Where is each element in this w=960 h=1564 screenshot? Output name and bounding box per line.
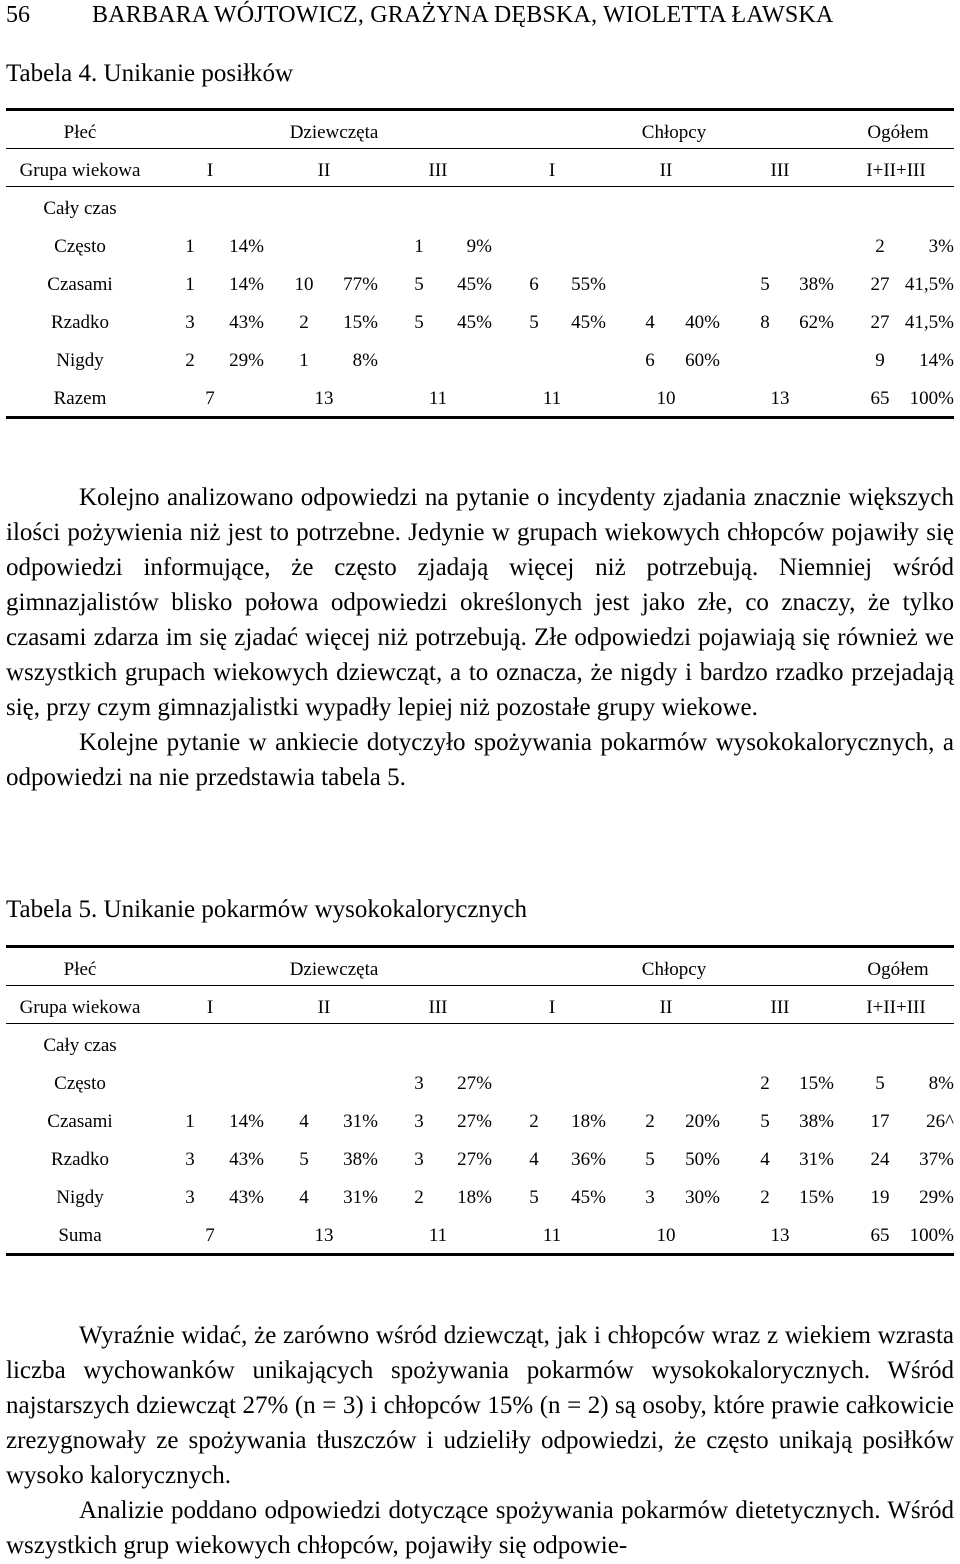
count-cell: 2 bbox=[760, 1187, 770, 1208]
total-row-label: Razem bbox=[53, 388, 107, 409]
total-count-cell: 13 bbox=[770, 1225, 790, 1246]
age-group-header: I+II+III bbox=[866, 160, 926, 181]
percent-cell: 20% bbox=[685, 1111, 720, 1132]
count-cell: 3 bbox=[185, 312, 195, 333]
percent-cell: 18% bbox=[571, 1111, 606, 1132]
total-pct-cell: 100% bbox=[909, 1225, 954, 1246]
sex-header-boys: Chłopcy bbox=[641, 959, 707, 980]
table5 bbox=[6, 947, 954, 1259]
count-cell: 2 bbox=[414, 1187, 424, 1208]
percent-cell: 3% bbox=[928, 236, 954, 257]
count-cell: 3 bbox=[185, 1149, 195, 1170]
row-label: Cały czas bbox=[43, 198, 117, 219]
paragraph: Kolejne pytanie w ankiecie dotyczyło spożywania pokarmów wysokokalorycznych, a odpowiedzi na nie przedstawia tabela 5. bbox=[6, 729, 954, 791]
age-group-header: II bbox=[317, 997, 331, 1018]
row-label: Nigdy bbox=[56, 1187, 104, 1208]
age-group-header: I bbox=[206, 160, 214, 181]
percent-cell: 14% bbox=[229, 274, 264, 295]
percent-cell: 45% bbox=[571, 1187, 606, 1208]
row-label: Rzadko bbox=[50, 1149, 110, 1170]
age-group-header: III bbox=[770, 160, 790, 181]
count-cell: 5 bbox=[414, 312, 424, 333]
table4 bbox=[6, 110, 954, 422]
percent-cell: 14% bbox=[229, 1111, 264, 1132]
page-number: 56 bbox=[6, 2, 30, 28]
percent-cell: 50% bbox=[685, 1149, 720, 1170]
age-row-label: Grupa wiekowa bbox=[19, 997, 141, 1018]
age-row-label: Grupa wiekowa bbox=[19, 160, 141, 181]
percent-cell: 29% bbox=[229, 350, 264, 371]
table-rule bbox=[6, 945, 954, 948]
count-cell: 4 bbox=[760, 1149, 770, 1170]
percent-cell: 8% bbox=[352, 350, 378, 371]
running-header bbox=[6, 2, 956, 32]
total-count-cell: 13 bbox=[314, 388, 334, 409]
total-n-cell: 65 bbox=[870, 1225, 890, 1246]
count-cell: 10 bbox=[294, 274, 314, 295]
age-group-header: III bbox=[770, 997, 790, 1018]
count-cell: 2 bbox=[760, 1073, 770, 1094]
count-cell: 5 bbox=[299, 1149, 309, 1170]
running-head-authors: BARBARA WÓJTOWICZ, GRAŻYNA DĘBSKA, WIOLETTA ŁAWSKA bbox=[92, 2, 834, 28]
count-cell: 3 bbox=[185, 1187, 195, 1208]
percent-cell: 38% bbox=[799, 1111, 834, 1132]
sex-header-girls: Dziewczęta bbox=[289, 959, 379, 980]
body-text-2 bbox=[6, 1318, 954, 1563]
percent-cell: 60% bbox=[685, 350, 720, 371]
count-cell: 9 bbox=[875, 350, 885, 371]
total-count-cell: 10 bbox=[656, 388, 676, 409]
row-label: Często bbox=[54, 1073, 106, 1094]
percent-cell: 15% bbox=[799, 1073, 834, 1094]
age-group-header: I bbox=[548, 160, 556, 181]
count-cell: 2 bbox=[529, 1111, 539, 1132]
count-cell: 4 bbox=[645, 312, 655, 333]
table-rule bbox=[6, 148, 954, 149]
percent-cell: 41,5% bbox=[904, 274, 954, 295]
row-label: Często bbox=[54, 236, 106, 257]
percent-cell: 30% bbox=[685, 1187, 720, 1208]
count-cell: 1 bbox=[414, 236, 424, 257]
count-cell: 6 bbox=[645, 350, 655, 371]
percent-cell: 29% bbox=[919, 1187, 954, 1208]
percent-cell: 36% bbox=[571, 1149, 606, 1170]
percent-cell: 27% bbox=[457, 1111, 492, 1132]
percent-cell: 43% bbox=[229, 1149, 264, 1170]
row-label: Cały czas bbox=[43, 1035, 117, 1056]
count-cell: 1 bbox=[185, 1111, 195, 1132]
percent-cell: 8% bbox=[928, 1073, 954, 1094]
percent-cell: 77% bbox=[343, 274, 378, 295]
count-cell: 6 bbox=[529, 274, 539, 295]
percent-cell: 31% bbox=[799, 1149, 834, 1170]
table-rule bbox=[6, 108, 954, 111]
total-count-cell: 11 bbox=[428, 1225, 448, 1246]
count-cell: 4 bbox=[529, 1149, 539, 1170]
total-row-label: Suma bbox=[58, 1225, 102, 1246]
sex-header-boys: Chłopcy bbox=[641, 122, 707, 143]
body-text-1 bbox=[6, 480, 954, 795]
total-count-cell: 11 bbox=[542, 1225, 562, 1246]
percent-cell: 15% bbox=[343, 312, 378, 333]
total-count-cell: 13 bbox=[314, 1225, 334, 1246]
count-cell: 4 bbox=[299, 1187, 309, 1208]
sex-row-label: Płeć bbox=[63, 122, 97, 143]
percent-cell: 55% bbox=[571, 274, 606, 295]
count-cell: 3 bbox=[414, 1073, 424, 1094]
total-count-cell: 7 bbox=[205, 1225, 215, 1246]
percent-cell: 37% bbox=[919, 1149, 954, 1170]
count-cell: 24 bbox=[870, 1149, 890, 1170]
sex-row-label: Płeć bbox=[63, 959, 97, 980]
count-cell: 5 bbox=[529, 312, 539, 333]
percent-cell: 45% bbox=[571, 312, 606, 333]
count-cell: 2 bbox=[645, 1111, 655, 1132]
age-group-header: I bbox=[548, 997, 556, 1018]
count-cell: 1 bbox=[299, 350, 309, 371]
table4-caption: Tabela 4. Unikanie posiłków bbox=[6, 60, 294, 87]
percent-cell: 45% bbox=[457, 312, 492, 333]
age-group-header: II bbox=[659, 160, 673, 181]
count-cell: 5 bbox=[875, 1073, 885, 1094]
total-count-cell: 13 bbox=[770, 388, 790, 409]
count-cell: 5 bbox=[760, 274, 770, 295]
sex-header-total: Ogółem bbox=[867, 959, 929, 980]
table-rule bbox=[6, 1023, 954, 1024]
paragraph: Kolejno analizowano odpowiedzi na pytanie o incydenty zjadania znacznie większych ilości pożywienia niż jest to potrzebne. Jedynie w grupach wiekowych chłopców pojawiły się odpowiedzi informujące, że często zjadają więcej niż potrzebują. Niemniej wśród gimnazjalistów blisko połowa odpowiedzi określonych jest jako złe, co znaczy, że tylko czasami zdarza im się zjadać więcej niż potrzebują. Złe odpowiedzi pojawiają się również we wszystkich grupach wiekowych dziewcząt, a to oznacza, że nigdy i bardzo rzadko przejadają się, przy czym gimnazjalistki wypadły lepiej niż pozostałe grupy wiekowe. bbox=[6, 484, 954, 721]
age-group-header: II bbox=[317, 160, 331, 181]
percent-cell: 14% bbox=[919, 350, 954, 371]
percent-cell: 41,5% bbox=[904, 312, 954, 333]
total-count-cell: 11 bbox=[542, 388, 562, 409]
table-rule bbox=[6, 1253, 954, 1256]
row-label: Czasami bbox=[47, 274, 113, 295]
count-cell: 27 bbox=[870, 312, 890, 333]
age-group-header: II bbox=[659, 997, 673, 1018]
percent-cell: 43% bbox=[229, 1187, 264, 1208]
count-cell: 5 bbox=[414, 274, 424, 295]
percent-cell: 27% bbox=[457, 1149, 492, 1170]
percent-cell: 38% bbox=[343, 1149, 378, 1170]
percent-cell: 14% bbox=[229, 236, 264, 257]
count-cell: 3 bbox=[645, 1187, 655, 1208]
percent-cell: 31% bbox=[343, 1187, 378, 1208]
age-group-header: III bbox=[428, 160, 448, 181]
percent-cell: 9% bbox=[466, 236, 492, 257]
table5-caption: Tabela 5. Unikanie pokarmów wysokokalorycznych bbox=[6, 896, 528, 923]
age-group-header: III bbox=[428, 997, 448, 1018]
percent-cell: 26^ bbox=[926, 1111, 954, 1132]
count-cell: 19 bbox=[870, 1187, 890, 1208]
total-n-cell: 65 bbox=[870, 388, 890, 409]
row-label: Nigdy bbox=[56, 350, 104, 371]
percent-cell: 40% bbox=[685, 312, 720, 333]
count-cell: 8 bbox=[760, 312, 770, 333]
sex-header-total: Ogółem bbox=[867, 122, 929, 143]
count-cell: 2 bbox=[185, 350, 195, 371]
percent-cell: 15% bbox=[799, 1187, 834, 1208]
total-count-cell: 11 bbox=[428, 388, 448, 409]
row-label: Czasami bbox=[47, 1111, 113, 1132]
paragraph: Wyraźnie widać, że zarówno wśród dziewcząt, jak i chłopców wraz z wiekiem wzrasta liczba wychowanków unikających spożywania pokarmów wysokokalorycznych. Wśród najstarszych dziewcząt 27% (n = 3) i chłopców 15% (n = 2) są osoby, które prawie całkowicie zrezygnowały ze spożywania tłuszczów i udzieliły odpowiedzi, że często unikają posiłków wysoko kalorycznych. bbox=[6, 1322, 954, 1489]
total-pct-cell: 100% bbox=[909, 388, 954, 409]
count-cell: 27 bbox=[870, 274, 890, 295]
percent-cell: 45% bbox=[457, 274, 492, 295]
age-group-header: I bbox=[206, 997, 214, 1018]
total-count-cell: 7 bbox=[205, 388, 215, 409]
percent-cell: 62% bbox=[799, 312, 834, 333]
percent-cell: 27% bbox=[457, 1073, 492, 1094]
count-cell: 5 bbox=[645, 1149, 655, 1170]
percent-cell: 31% bbox=[343, 1111, 378, 1132]
paragraph: Analizie poddano odpowiedzi dotyczące spożywania pokarmów dietetycznych. Wśród wszystkich grup wiekowych chłopców, pojawiły się odpowie- bbox=[6, 1497, 954, 1559]
count-cell: 1 bbox=[185, 274, 195, 295]
total-count-cell: 10 bbox=[656, 1225, 676, 1246]
count-cell: 4 bbox=[299, 1111, 309, 1132]
count-cell: 2 bbox=[299, 312, 309, 333]
count-cell: 17 bbox=[870, 1111, 890, 1132]
count-cell: 3 bbox=[414, 1149, 424, 1170]
age-group-header: I+II+III bbox=[866, 997, 926, 1018]
percent-cell: 18% bbox=[457, 1187, 492, 1208]
percent-cell: 38% bbox=[799, 274, 834, 295]
table-rule bbox=[6, 416, 954, 419]
count-cell: 5 bbox=[760, 1111, 770, 1132]
count-cell: 1 bbox=[185, 236, 195, 257]
percent-cell: 43% bbox=[229, 312, 264, 333]
row-label: Rzadko bbox=[50, 312, 110, 333]
table-rule bbox=[6, 985, 954, 986]
sex-header-girls: Dziewczęta bbox=[289, 122, 379, 143]
table-rule bbox=[6, 186, 954, 187]
count-cell: 2 bbox=[875, 236, 885, 257]
count-cell: 3 bbox=[414, 1111, 424, 1132]
count-cell: 5 bbox=[529, 1187, 539, 1208]
